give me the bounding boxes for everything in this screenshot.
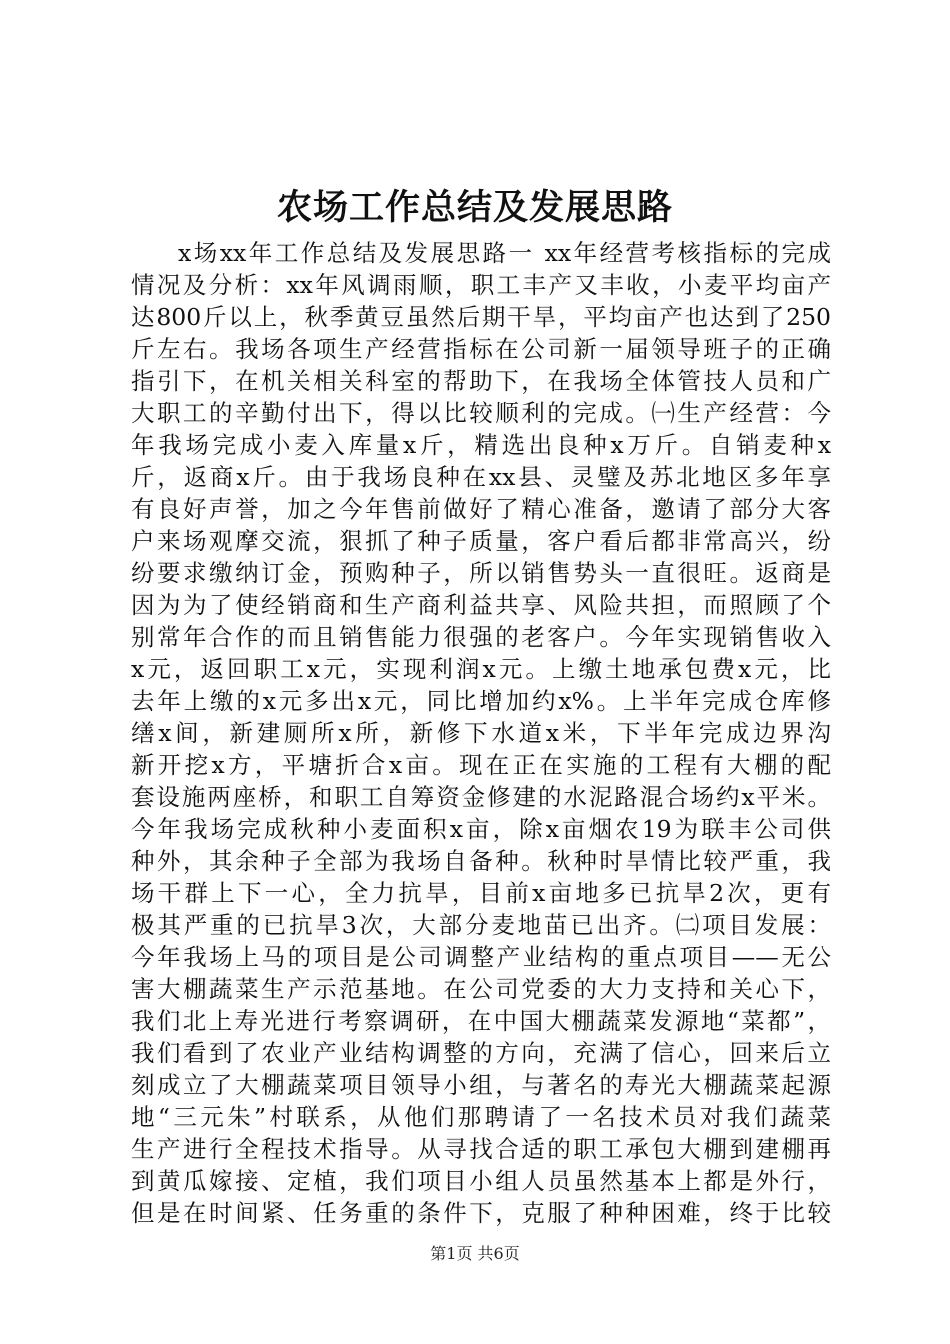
- body-line: 有良好声誉，加之今年售前做好了精心准备，邀请了部分大客: [131, 495, 831, 523]
- page-footer: 第1页 共6页: [430, 1244, 520, 1263]
- body-line: 新开挖x方，平塘折合x亩。现在正在实施的工程有大棚的配: [131, 751, 831, 779]
- body-line: 套设施两座桥，和职工自筹资金修建的水泥路混合场约x平米。: [131, 783, 831, 811]
- body-line: 因为为了使经销商和生产商利益共享、风险共担，而照顾了个: [131, 591, 831, 619]
- body-line: 害大棚蔬菜生产示范基地。在公司党委的大力支持和关心下，: [131, 975, 831, 1003]
- body-line: 指引下，在机关相关科室的帮助下，在我场全体管技人员和广: [131, 367, 831, 395]
- body-line: 去年上缴的x元多出x元，同比增加约x%。上半年完成仓库修: [131, 687, 831, 715]
- body-line: 年我场完成小麦入库量x斤，精选出良种x万斤。自销麦种x: [131, 431, 831, 459]
- body-line: 我们看到了农业产业结构调整的方向，充满了信心，回来后立: [131, 1039, 831, 1067]
- body-line: 斤左右。我场各项生产经营指标在公司新一届领导班子的正确: [131, 335, 831, 363]
- body-line: 斤，返商x斤。由于我场良种在xx县、灵璧及苏北地区多年享: [131, 463, 831, 491]
- body-line: 缮x间，新建厕所x所，新修下水道x米，下半年完成边界沟: [131, 719, 831, 747]
- body-line: 极其严重的已抗旱3次，大部分麦地苗已出齐。㈡项目发展：: [131, 911, 831, 939]
- body-line: 生产进行全程技术指导。从寻找合适的职工承包大棚到建棚再: [131, 1135, 831, 1163]
- body-line: 纷要求缴纳订金，预购种子，所以销售势头一直很旺。返商是: [131, 559, 831, 587]
- body-line: x场xx年工作总结及发展思路一 xx年经营考核指标的完成: [178, 239, 831, 267]
- body-line: 户来场观摩交流，狠抓了种子质量，客户看后都非常高兴，纷: [131, 527, 831, 555]
- body-line: 今年我场上马的项目是公司调整产业结构的重点项目——无公: [131, 943, 831, 971]
- body-line: 但是在时间紧、任务重的条件下，克服了种种困难，终于比较: [131, 1199, 831, 1227]
- body-line: 场干群上下一心，全力抗旱，目前x亩地多已抗旱2次，更有: [131, 879, 831, 907]
- document-title: 农场工作总结及发展思路: [276, 187, 673, 228]
- body-line: 达800斤以上，秋季黄豆虽然后期干旱，平均亩产也达到了250: [131, 303, 831, 331]
- body-line: 地“三元朱”村联系，从他们那聘请了一名技术员对我们蔬菜: [131, 1103, 831, 1131]
- body-line: 我们北上寿光进行考察调研，在中国大棚蔬菜发源地“菜都”，: [131, 1007, 831, 1035]
- body-line: x元，返回职工x元，实现利润x元。上缴土地承包费x元，比: [131, 655, 831, 683]
- body-line: 到黄瓜嫁接、定植，我们项目小组人员虽然基本上都是外行，: [131, 1167, 831, 1195]
- body-line: 别常年合作的而且销售能力很强的老客户。今年实现销售收入: [131, 623, 831, 651]
- body-line: 今年我场完成秋种小麦面积x亩，除x亩烟农19为联丰公司供: [131, 815, 831, 843]
- body-line: 大职工的辛勤付出下，得以比较顺利的完成。㈠生产经营：今: [131, 399, 831, 427]
- body-line: 种外，其余种子全部为我场自备种。秋种时旱情比较严重，我: [131, 847, 831, 875]
- document-body: [131, 237, 831, 1229]
- body-line: 情况及分析：xx年风调雨顺，职工丰产又丰收，小麦平均亩产: [131, 271, 831, 299]
- body-line: 刻成立了大棚蔬菜项目领导小组，与著名的寿光大棚蔬菜起源: [131, 1071, 831, 1099]
